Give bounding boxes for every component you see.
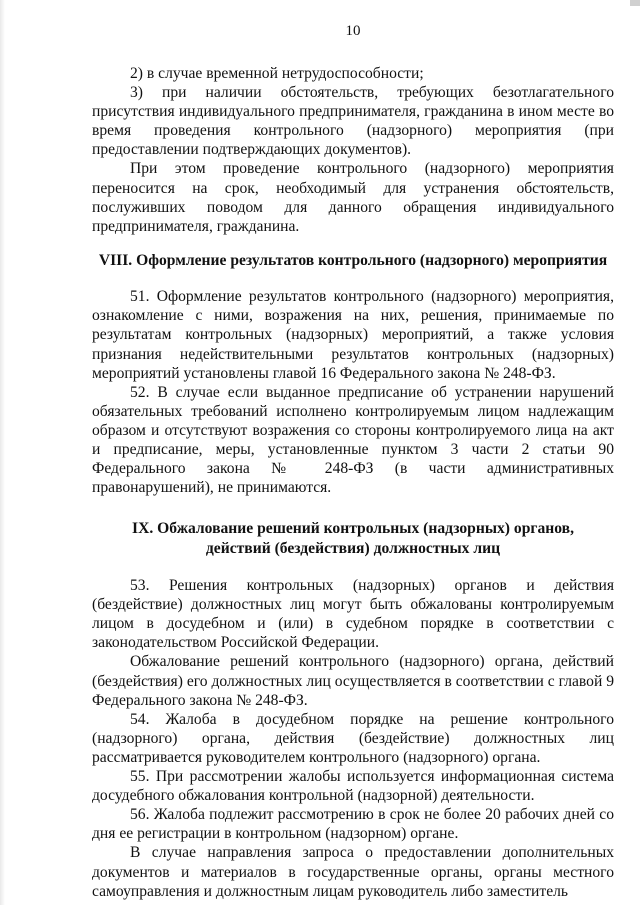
paragraph-53-appeal: Обжалование решений контрольного (надзорного) органа, действий (бездействия) его должностных лиц осуществляется в соответствии с главой 9 Федерального закона № 248-ФЗ.	[92, 653, 614, 709]
section-9-heading-line-2: действий (бездействия) должностных лиц	[205, 539, 501, 557]
paragraph-54: 54. Жалоба в досудебном порядке на решение контрольного (надзорного) органа, действия (бездействие) должностных лиц рассматривается руководителем контрольного (надзорного) органа.	[92, 710, 614, 766]
list-item-2: 2) в случае временной нетрудоспособности;	[130, 65, 424, 82]
paragraph-51: 51. Оформление результатов контрольного (надзорного) мероприятия, ознакомление с ними, возражения на них, решения, принимаемые по результатам контрольных (надзорных) мероприятий, а также условия признания недействительными результатов контрольных (надзорных) мероприятий установлены главой 16 Федерального закона № 248-ФЗ.	[92, 288, 614, 382]
paragraph-52: 52. В случае если выданное предписание об устранении нарушений обязательных требований исполнено контролируемым лицом надлежащим образом и отсутствуют возражения со стороны контролируемого лица на акт и предписание, меры, установленные пунктом 3 части 2 статьи 90 Федерального закона № 248-ФЗ (в части административных правонарушений), не принимаются.	[92, 383, 614, 497]
scan-corner-mark	[630, 0, 640, 6]
list-item-3: 3) при наличии обстоятельств, требующих безотлагательного присутствия индивидуального предпринимателя, гражданина в ином месте во время проведения контрольного (надзорного) мероприятия (при предоставлении подтверждающих документов).	[92, 84, 614, 159]
document-page	[92, 22, 614, 901]
paragraph-53: 53. Решения контрольных (надзорных) органов и действия (бездействие) должностных лиц могут быть обжалованы контролируемым лицом в досудебном и (или) в судебном порядке в соответствии с законодательством Российской Федерации.	[92, 577, 614, 652]
postponement-paragraph: При этом проведение контрольного (надзорного) мероприятия переносится на срок, необходимый для устранения обстоятельств, послуживших поводом для данного обращения индивидуального предпринимателя, гражданина.	[92, 160, 614, 235]
page-number: 10	[345, 23, 361, 39]
scan-edge-shadow	[0, 0, 5, 905]
section-8-heading: VIII. Оформление результатов контрольного (надзорного) мероприятия	[98, 251, 608, 269]
section-9-heading	[92, 519, 614, 558]
section-9-heading-line-1: IX. Обжалование решений контрольных (надзорных) органов,	[132, 520, 574, 538]
paragraph-56: 56. Жалоба подлежит рассмотрению в срок не более 20 рабочих дней со дня ее регистрации в контрольном (надзорном) органе.	[92, 806, 614, 843]
paragraph-55: 55. При рассмотрении жалобы используется информационная система досудебного обжалования контрольной (надзорной) деятельности.	[92, 768, 614, 805]
paragraph-56-request: В случае направления запроса о предоставлении дополнительных документов и материалов в государственные органы, органы местного самоуправления и должностным лицам руководитель либо заместитель	[92, 844, 614, 900]
